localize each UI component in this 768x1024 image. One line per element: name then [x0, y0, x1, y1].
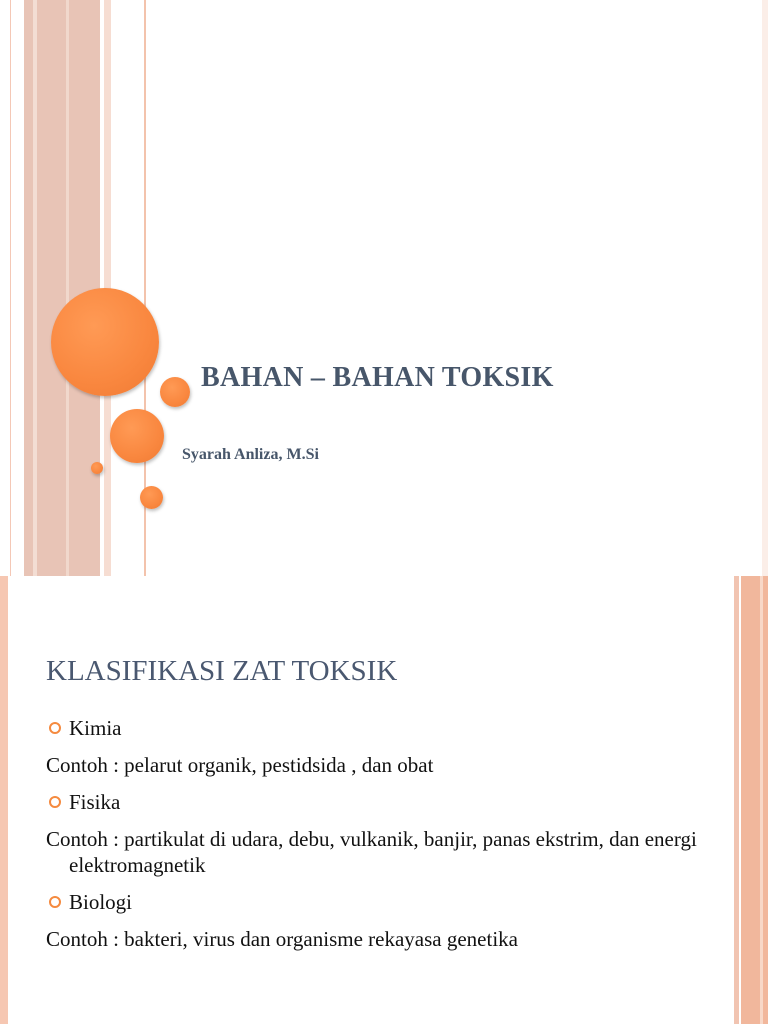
category-label: Biologi [69, 890, 133, 914]
category-label: Fisika [69, 790, 121, 814]
decor-stripe [762, 0, 768, 576]
slide-title: BAHAN – BAHAN TOKSIK [201, 362, 554, 393]
circle-bullet-icon [49, 796, 61, 808]
orange-circle-decoration-medium [110, 409, 164, 463]
decor-stripe [734, 576, 739, 1024]
section-title: KLASIFIKASI ZAT TOKSIK [46, 655, 398, 687]
decor-stripe [0, 576, 8, 1024]
decor-stripe [66, 0, 69, 576]
circle-bullet-icon [49, 896, 61, 908]
circle-bullet-icon [49, 722, 61, 734]
slide-author: Syarah Anliza, M.Si [182, 446, 319, 463]
decor-stripe [741, 576, 768, 1024]
list-item [46, 715, 726, 741]
example-text: Contoh : pelarut organik, pestidsida , dan obat [46, 753, 434, 777]
decor-stripe [33, 0, 37, 576]
category-label: Kimia [69, 716, 122, 740]
orange-circle-decoration-small [140, 486, 163, 509]
example-text: Contoh : partikulat di udara, debu, vulkanik, banjir, panas ekstrim, dan energi elektromagnetik [46, 827, 697, 877]
example-text: Contoh : bakteri, virus dan organisme rekayasa genetika [46, 927, 518, 951]
decor-stripe [10, 0, 11, 576]
orange-circle-decoration-large [51, 288, 159, 396]
decor-stripe [760, 576, 763, 1024]
orange-circle-decoration-tiny [91, 462, 103, 474]
list-item [46, 889, 726, 915]
orange-circle-decoration-small [160, 377, 190, 407]
classification-list [46, 715, 726, 963]
list-item [46, 789, 726, 815]
